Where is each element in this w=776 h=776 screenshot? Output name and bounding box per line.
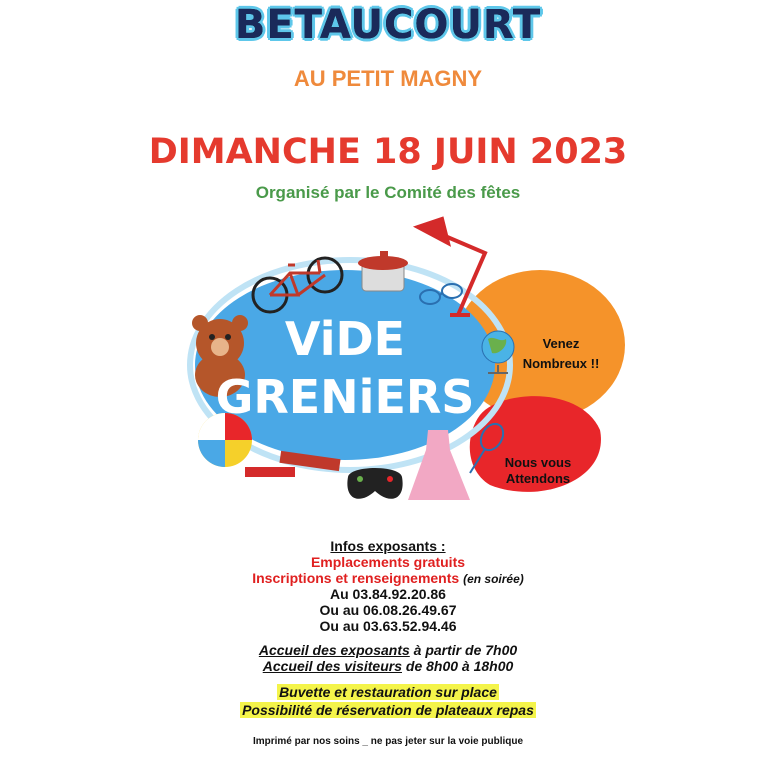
- info-heading: Infos exposants :: [330, 538, 446, 554]
- vide-greniers-illustration: [180, 215, 640, 515]
- free-spots: Emplacements gratuits: [310, 554, 466, 570]
- visitors-time: de 8h00 à 18h00: [402, 658, 514, 674]
- bubble1-line1: Venez: [542, 336, 580, 351]
- meals-line: Possibilité de réservation de plateaux repas: [242, 702, 534, 718]
- organizer-line: Organisé par le Comité des fêtes: [255, 183, 521, 202]
- greniers-text: GRENiERS: [215, 370, 475, 424]
- exhibitors-label: Accueil des exposants: [258, 642, 410, 658]
- phone-1: Au 03.84.92.20.86: [330, 586, 446, 602]
- page-title: BETAUCOURT: [234, 2, 542, 48]
- registration-line: [0, 570, 776, 587]
- exhibitors-time: à partir de 7h00: [409, 642, 518, 658]
- footer-note: Imprimé par nos soins _ ne pas jeter sur la voie publique: [252, 736, 524, 747]
- food-highlight-block: [0, 684, 776, 720]
- cooking-pot-icon: [358, 251, 408, 291]
- phone-3: Ou au 03.63.52.94.46: [319, 618, 457, 634]
- vide-text: ViDE: [284, 312, 406, 366]
- exhibitors-welcome: [0, 642, 776, 658]
- location-subtitle: AU PETIT MAGNY: [293, 66, 483, 91]
- food-line: Buvette et restauration sur place: [279, 684, 497, 700]
- visitors-label: Accueil des visiteurs: [262, 658, 402, 674]
- event-date: DIMANCHE 18 JUIN 2023: [148, 132, 628, 172]
- bubble2-line1: Nous vous: [504, 455, 572, 470]
- registration-text: Inscriptions et renseignements: [252, 570, 460, 586]
- gamepad-icon: [347, 468, 402, 499]
- bubble1-line2: Nombreux !!: [522, 356, 600, 371]
- phone-2: Ou au 06.08.26.49.67: [319, 602, 457, 618]
- visitors-welcome: [0, 658, 776, 674]
- registration-note: (en soirée): [463, 572, 524, 586]
- bubble2-line2: Attendons: [505, 471, 571, 486]
